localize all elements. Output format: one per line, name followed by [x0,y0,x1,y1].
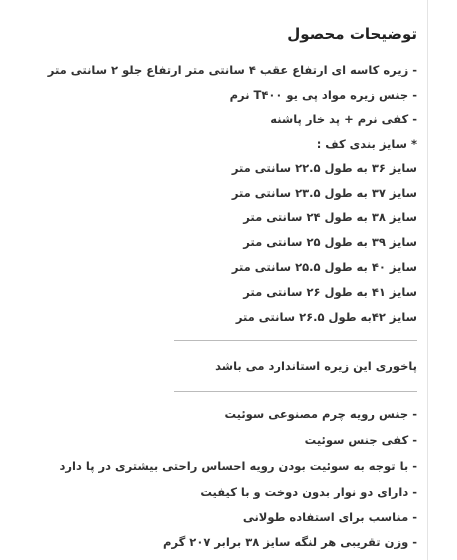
size-line: سایز ۳۹ به طول ۲۵ سانتی متر [243,235,417,249]
vertical-divider [427,0,428,560]
size-line: سایز ۳۶ به طول ۲۲.۵ سانتی متر [231,161,417,175]
size-line: سایز ۳۸ به طول ۲۴ سانتی متر [243,210,417,224]
spec-line: * سایز بندی کف : [316,137,417,151]
size-line: سایز ۴۲به طول ۲۶.۵ سانتی متر [235,310,417,324]
spec-line: - کفی نرم + پد خار پاشنه [270,112,417,126]
separator-line [174,340,417,341]
spec-line: - زیره کاسه ای ارتفاع عقب ۴ سانتی متر ارتفاع جلو ۲ سانتی متر [47,63,417,77]
feature-line: - کفی جنس سوئیت [304,433,417,447]
size-line: سایز ۴۱ به طول ۲۶ سانتی متر [243,285,417,299]
note-text: پاخوری این زیره استاندارد می باشد [215,359,417,373]
size-line: سایز ۴۰ به طول ۲۵.۵ سانتی متر [231,260,417,274]
feature-line: - با توجه به سوئیت بودن رویه احساس راحتی بیشتری در پا دارد [59,459,417,473]
feature-line: - جنس رویه چرم مصنوعی سوئیت [224,407,417,421]
feature-line: - مناسب برای استفاده طولانی [242,510,417,524]
spec-line: - جنس زیره مواد پی یو T۴۰۰ نرم [229,88,417,102]
size-line: سایز ۳۷ به طول ۲۳.۵ سانتی متر [231,186,417,200]
feature-line: - وزن تقریبی هر لنگه سایز ۳۸ برابر ۲۰۷ گرم [163,535,417,549]
section-title: توضیحات محصول [287,25,417,43]
separator-line [174,391,417,392]
feature-line: - دارای دو نوار بدون دوخت و با کیفیت [200,485,417,499]
